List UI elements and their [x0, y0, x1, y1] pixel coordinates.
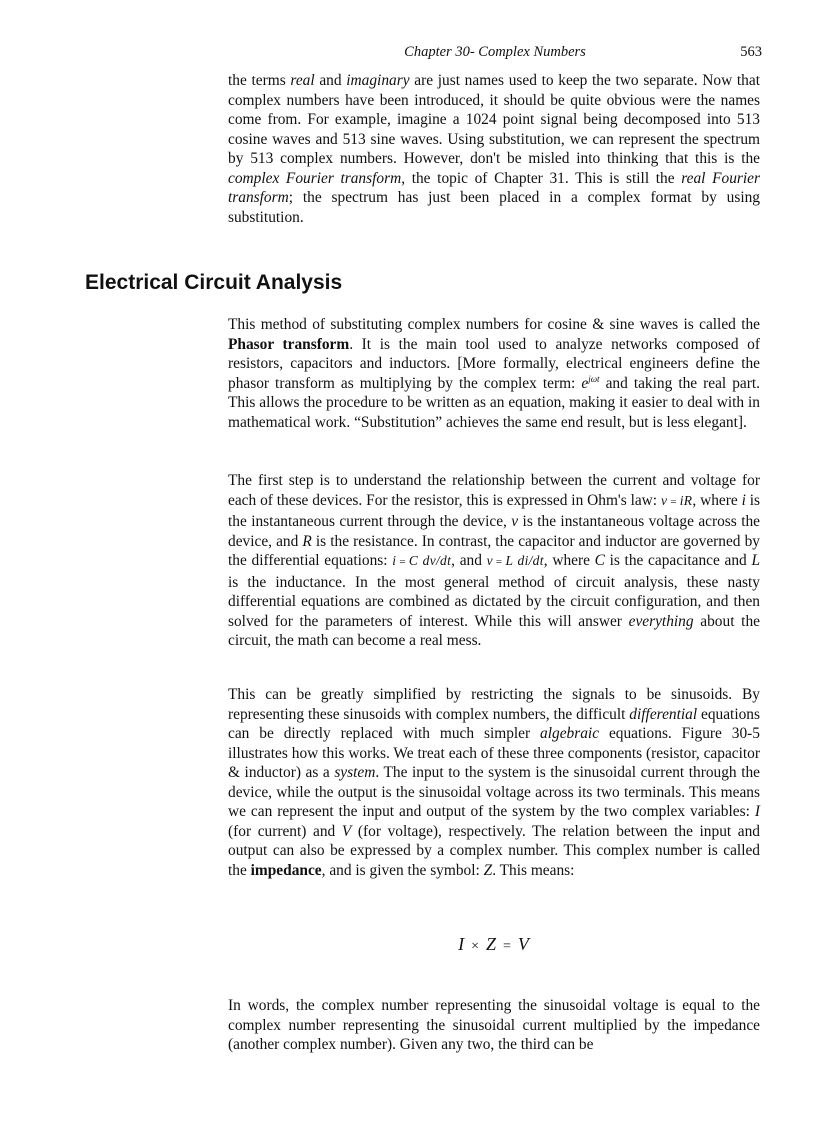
page-number: 563	[740, 44, 762, 60]
inductor-equation: v = L di/dt	[486, 553, 544, 568]
words-paragraph: In words, the complex number representing the sinusoidal voltage is equal to the complex number representing the sinusoidal current multiplied by the impedance (another complex number). Given any two, the third can be	[228, 997, 760, 1053]
term-real: real	[290, 72, 315, 89]
capacitor-equation: i = C dv/dt	[392, 553, 452, 568]
intro-paragraph: the terms real and imaginary are just names used to keep the two separate. Now that complex numbers have been introduced, it should be quite obvious were the names come from. For example, imagine a 1024 point signal being decomposed into 513 cosine waves and 513 sine waves. Using substitution, we can represent the spectrum by 513 complex numbers. However, don't be misled into thinking that this is the complex Fourier transform, the topic of Chapter 31. This is still the real Fourier transform; the spectrum has just been placed in a complex format by using substitution.	[228, 72, 760, 226]
phasor-paragraph: This method of substituting complex numbers for cosine & sine waves is called the Phasor transform. It is the main tool used to analyze networks composed of resistors, capacitors and inductors. [More formally, electrical engineers define the phasor transform as multiplying by the complex term: $e^{j\omega t}$ and taking the real part. This allows the procedure to be written as an equation, making it easier to deal with in mathematical work. “Substitution” achieves the same end result, but is less elegant].	[228, 316, 760, 431]
term-system: system	[334, 764, 376, 781]
sinusoid-paragraph: This can be greatly simplified by restricting the signals to be sinusoids. By representing these sinusoids with complex numbers, the difficult differential equations can be directly replaced with much simpler algebraic equations. Figure 30-5 illustrates how this works. We treat each of these three components (resistor, capacitor & inductor) as a system. The input to the system is the sinusoidal current through the device, while the output is the sinusoidal voltage across its two terminals. This means we can represent the input and output of the system by the two complex variables: I (for current) and V (for voltage), respectively. The relation between the input and output can also be expressed by a complex number. This complex number is called the impedance, and is given the symbol: Z. This means:	[228, 686, 761, 879]
equation-voltage: V	[517, 934, 530, 954]
devices-paragraph: The first step is to understand the relationship between the current and voltage for each of these devices. For the resistor, this is expressed in Ohm's law: v = iR, where i is the instantaneous current through the device, v is the instantaneous voltage across the device, and R is the resistance. In contrast, the capacitor and inductor are governed by the differential equations: i = C dv/dt, and v = L di/dt, where C is the capacitance and L is the inductance. In the most general method of circuit analysis, these nasty differential equations are combined as dictated by the circuit configuration, and then solved for the parameters of interest. While this will answer everything about the circuit, the math can become a real mess.	[228, 472, 760, 649]
term-imaginary: imaginary	[346, 72, 410, 89]
equation-times: ×	[471, 939, 480, 954]
term-everything: everything	[628, 612, 694, 630]
term-differential: differential	[629, 705, 698, 723]
equation-equals: =	[503, 939, 512, 954]
term-impedance: impedance	[250, 861, 322, 879]
equation-impedance: Z	[485, 934, 497, 954]
term-phasor-transform: Phasor transform	[228, 335, 350, 353]
chapter-title: Chapter 30- Complex Numbers	[404, 44, 586, 60]
term-real-ft: real Fourier transform	[228, 169, 760, 206]
equation-current: I	[458, 934, 466, 954]
section-heading: Electrical Circuit Analysis	[85, 271, 343, 294]
running-header	[228, 44, 762, 64]
ohms-law-equation: v = iR	[660, 492, 693, 508]
impedance-equation	[228, 934, 760, 955]
term-complex-ft: complex Fourier transform	[228, 169, 402, 187]
phasor-term: $e^{j\omega t}$	[581, 373, 600, 392]
term-algebraic: algebraic	[540, 725, 600, 742]
